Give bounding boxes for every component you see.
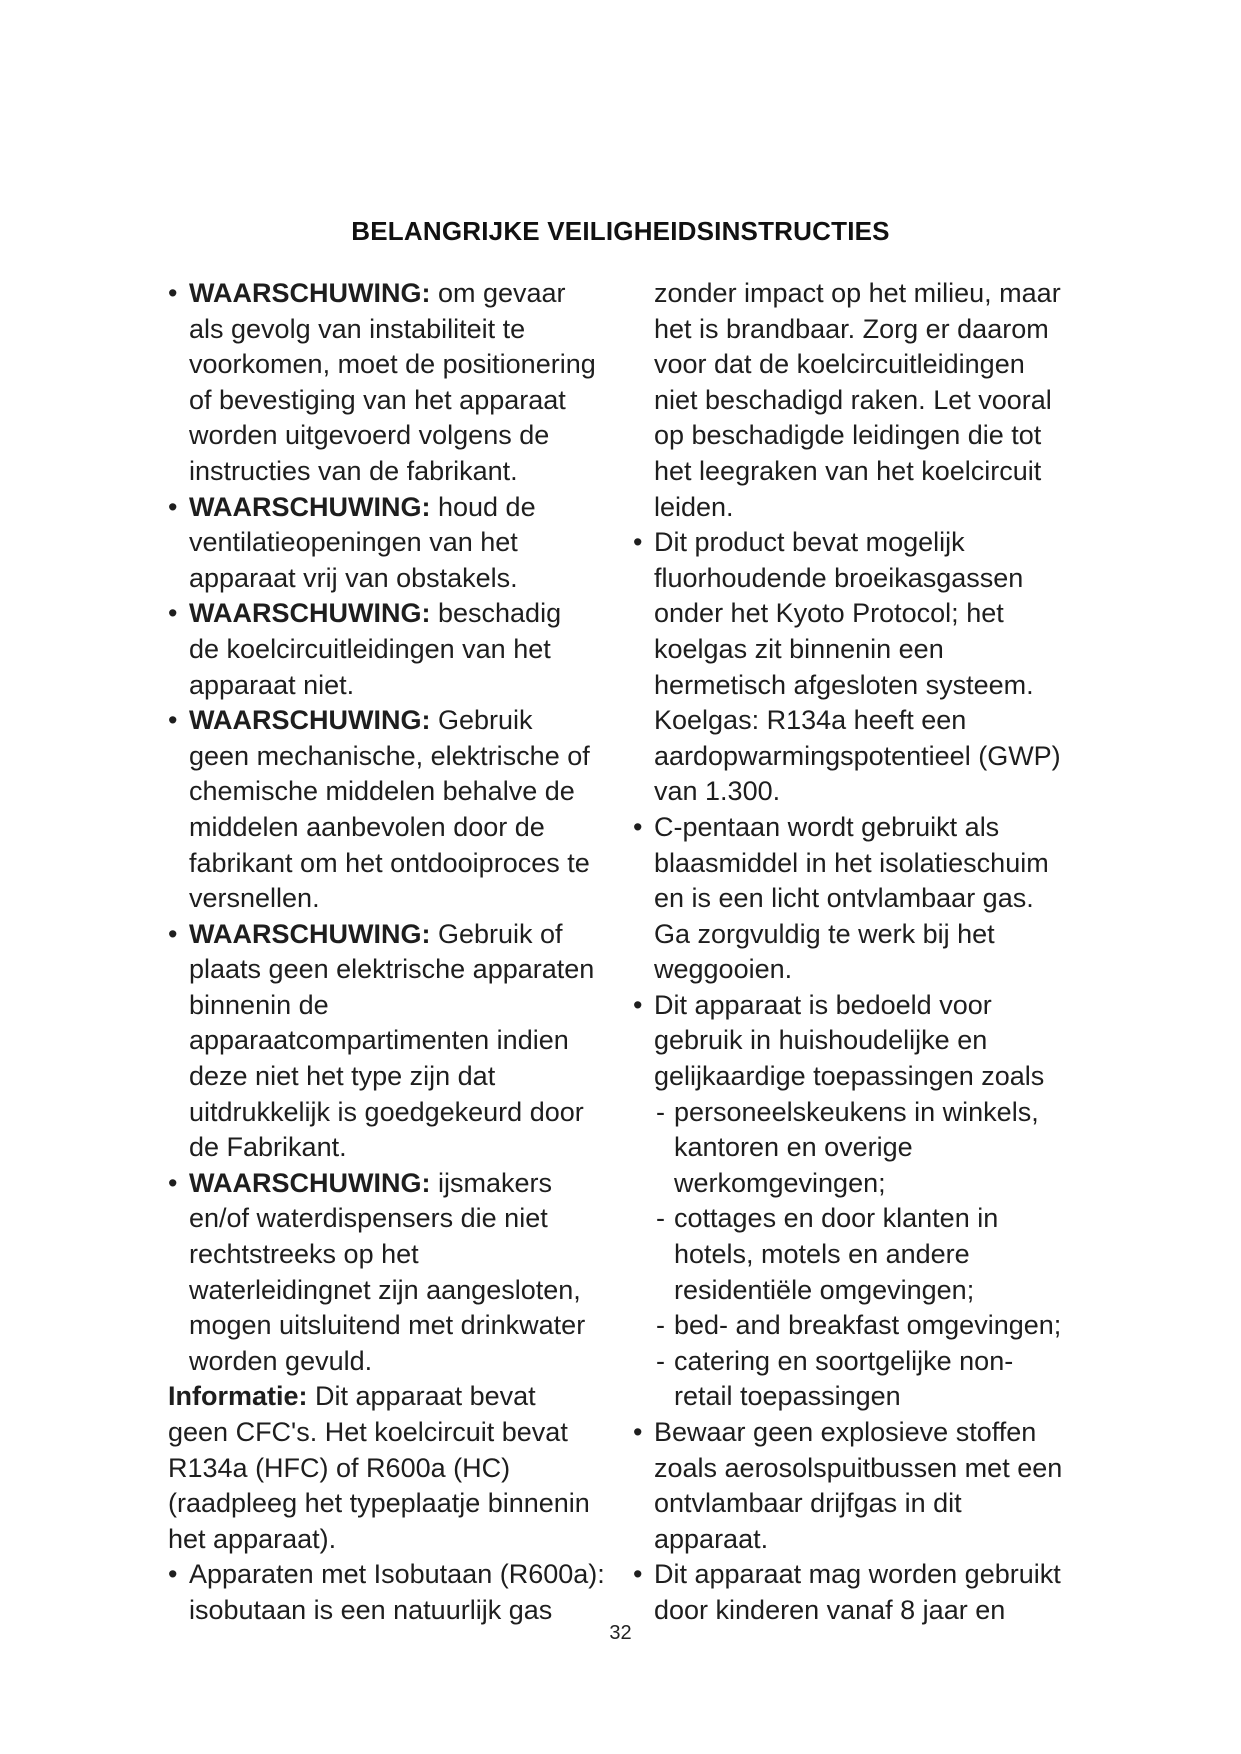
info-text: geen CFC's. Het koelcircuit bevat: [168, 1417, 568, 1447]
warning-item: [168, 596, 648, 703]
warning-text: geen mechanische, elektrische of: [189, 740, 590, 771]
sub-item-text: personeelskeukens in winkels,: [674, 1096, 1039, 1127]
bullet-text: Ga zorgvuldig te werk bij het: [654, 918, 995, 949]
sub-item-text: werkomgevingen;: [674, 1167, 886, 1198]
warning-item: [168, 276, 648, 490]
bullet-text: Dit product bevat mogelijk: [654, 527, 965, 558]
warning-text: worden uitgevoerd volgens de: [189, 420, 550, 451]
bullet-icon: •: [633, 811, 643, 842]
sub-item: [656, 1344, 1094, 1415]
warning-text: ijsmakers: [430, 1167, 552, 1198]
bullet-icon: •: [168, 491, 178, 522]
info-text: het apparaat).: [168, 1523, 337, 1554]
warning-text: uitdrukkelijk is goedgekeurd door: [189, 1096, 584, 1127]
bullet-item: [633, 525, 1094, 810]
body-text: niet beschadigd raken. Let vooral: [654, 384, 1052, 415]
warning-text: als gevolg van instabiliteit te: [189, 313, 526, 344]
bullet-text: van 1.300.: [654, 776, 781, 807]
sub-item-text: cottages en door klanten in: [674, 1203, 999, 1234]
bullet-text: gebruik in huishoudelijke en: [654, 1025, 988, 1056]
sub-item: [656, 1095, 1094, 1202]
body-text: op beschadigde leidingen die tot: [654, 420, 1042, 451]
bullet-text: apparaat.: [654, 1523, 769, 1554]
warning-text: apparaat niet.: [189, 669, 355, 700]
sub-item: [656, 1201, 1094, 1308]
warning-text: chemische middelen behalve de: [189, 776, 575, 807]
bullet-text: koelgas zit binnenin een: [654, 633, 944, 664]
sub-item-text: bed- and breakfast omgevingen;: [674, 1310, 1062, 1341]
info-text: (raadpleeg het typeplaatje binnenin: [168, 1488, 590, 1519]
warning-item: [168, 490, 648, 597]
body-text: het leegraken van het koelcircuit: [654, 455, 1042, 486]
bullet-item: [633, 988, 1094, 1095]
info-text: Dit apparaat bevat: [307, 1381, 536, 1412]
bullet-text: zoals aerosolspuitbussen met een: [654, 1452, 1063, 1483]
sub-item-text: catering en soortgelijke non-: [674, 1345, 1014, 1376]
warning-label: WAARSCHUWING:: [189, 705, 431, 736]
bullet-text: Bewaar geen explosieve stoffen: [654, 1417, 1037, 1447]
warning-text: beschadig: [430, 598, 562, 629]
bullet-item: [633, 1415, 1094, 1557]
bullet-text: C-pentaan wordt gebruikt als: [654, 811, 1000, 842]
warning-text: apparaat vrij van obstakels.: [189, 562, 518, 593]
warning-text: plaats geen elektrische apparaten: [189, 954, 595, 985]
dash-icon: -: [656, 1203, 665, 1234]
warning-text: om gevaar: [430, 278, 566, 308]
bullet-text: Apparaten met Isobutaan (R600a):: [189, 1559, 605, 1590]
sub-item-text: hotels, motels en andere: [674, 1239, 970, 1270]
bullet-text: fluorhoudende broeikasgassen: [654, 562, 1024, 593]
bullet-text: hermetisch afgesloten systeem.: [654, 669, 1034, 700]
warning-item: [168, 917, 648, 1166]
warning-text: rechtstreeks op het: [189, 1239, 419, 1270]
warning-item: [168, 703, 648, 917]
bullet-text: aardopwarmingspotentieel (GWP): [654, 740, 1061, 771]
sub-item-text: retail toepassingen: [674, 1381, 901, 1412]
bullet-text: blaasmiddel in het isolatieschuim: [654, 847, 1049, 878]
bullet-icon: •: [168, 278, 178, 308]
bullet-icon: •: [633, 1559, 643, 1590]
warning-text: Gebruik of: [430, 918, 563, 949]
bullet-icon: •: [633, 989, 643, 1020]
warning-text: voorkomen, moet de positionering: [189, 349, 596, 380]
body-text: leiden.: [654, 491, 734, 522]
sub-item: [656, 1308, 1094, 1344]
info-text: R134a (HFC) of R600a (HC): [168, 1452, 511, 1483]
warning-text: mogen uitsluitend met drinkwater: [189, 1310, 586, 1341]
bullet-item: [633, 1557, 1094, 1628]
warning-label: WAARSCHUWING:: [189, 491, 431, 522]
bullet-item: [633, 810, 1094, 988]
bullet-icon: •: [633, 1417, 643, 1447]
bullet-icon: •: [168, 705, 178, 736]
body-text: voor dat de koelcircuitleidingen: [654, 349, 1025, 380]
warning-text: middelen aanbevolen door de: [189, 811, 545, 842]
dash-icon: -: [656, 1345, 665, 1376]
dash-icon: -: [656, 1096, 665, 1127]
warning-label: WAARSCHUWING:: [189, 918, 431, 949]
warning-text: fabrikant om het ontdooiproces te: [189, 847, 590, 878]
bullet-icon: •: [168, 598, 178, 629]
bullet-text: en is een licht ontvlambaar gas.: [654, 883, 1034, 914]
warning-text: worden gevuld.: [189, 1345, 373, 1376]
bullet-text: Dit apparaat mag worden gebruikt: [654, 1559, 1061, 1590]
warning-item: [168, 1166, 648, 1380]
warning-text: waterleidingnet zijn aangesloten,: [189, 1274, 581, 1305]
warning-text: binnenin de: [189, 989, 329, 1020]
warning-text: Gebruik: [430, 705, 533, 736]
warning-text: en/of waterdispensers die niet: [189, 1203, 548, 1234]
warning-text: ventilatieopeningen van het: [189, 527, 518, 558]
sub-item-text: residentiële omgevingen;: [674, 1274, 975, 1305]
body-text: het is brandbaar. Zorg er daarom: [654, 313, 1049, 344]
page-number: 32: [609, 1622, 632, 1644]
dash-icon: -: [656, 1310, 665, 1341]
info-paragraph: [168, 1379, 648, 1557]
warning-text: of bevestiging van het apparaat: [189, 384, 566, 415]
info-label: Informatie:: [168, 1381, 308, 1412]
body-text: zonder impact op het milieu, maar: [654, 278, 1061, 308]
continuation-text: [654, 276, 1094, 525]
warning-text: apparaatcompartimenten indien: [189, 1025, 569, 1056]
bullet-text: Koelgas: R134a heeft een: [654, 705, 967, 736]
warning-text: houd de: [430, 491, 536, 522]
bullet-icon: •: [168, 918, 178, 949]
warning-text: de koelcircuitleidingen van het: [189, 633, 551, 664]
bullet-icon: •: [633, 527, 643, 558]
warning-text: versnellen.: [189, 883, 320, 914]
bullet-text: door kinderen vanaf 8 jaar en: [654, 1594, 1006, 1625]
warning-label: WAARSCHUWING:: [189, 1167, 431, 1198]
right-column: [633, 276, 1094, 1629]
bullet-text: isobutaan is een natuurlijk gas: [189, 1594, 553, 1625]
bullet-icon: •: [168, 1559, 178, 1590]
bullet-icon: •: [168, 1167, 178, 1198]
bullet-text: ontvlambaar drijfgas in dit: [654, 1488, 962, 1519]
sub-item-text: kantoren en overige: [674, 1132, 913, 1163]
left-column: [168, 276, 648, 1629]
bullet-text: weggooien.: [654, 954, 793, 985]
warning-label: WAARSCHUWING:: [189, 278, 431, 308]
warning-label: WAARSCHUWING:: [189, 598, 431, 629]
page-title: BELANGRIJKE VEILIGHEIDSINSTRUCTIES: [351, 216, 890, 246]
bullet-text: gelijkaardige toepassingen zoals: [654, 1061, 1045, 1092]
warning-text: deze niet het type zijn dat: [189, 1061, 496, 1092]
warning-text: instructies van de fabrikant.: [189, 455, 518, 486]
warning-text: de Fabrikant.: [189, 1132, 347, 1163]
bullet-text: onder het Kyoto Protocol; het: [654, 598, 1004, 629]
isobutane-item: [168, 1557, 648, 1628]
bullet-text: Dit apparaat is bedoeld voor: [654, 989, 992, 1020]
